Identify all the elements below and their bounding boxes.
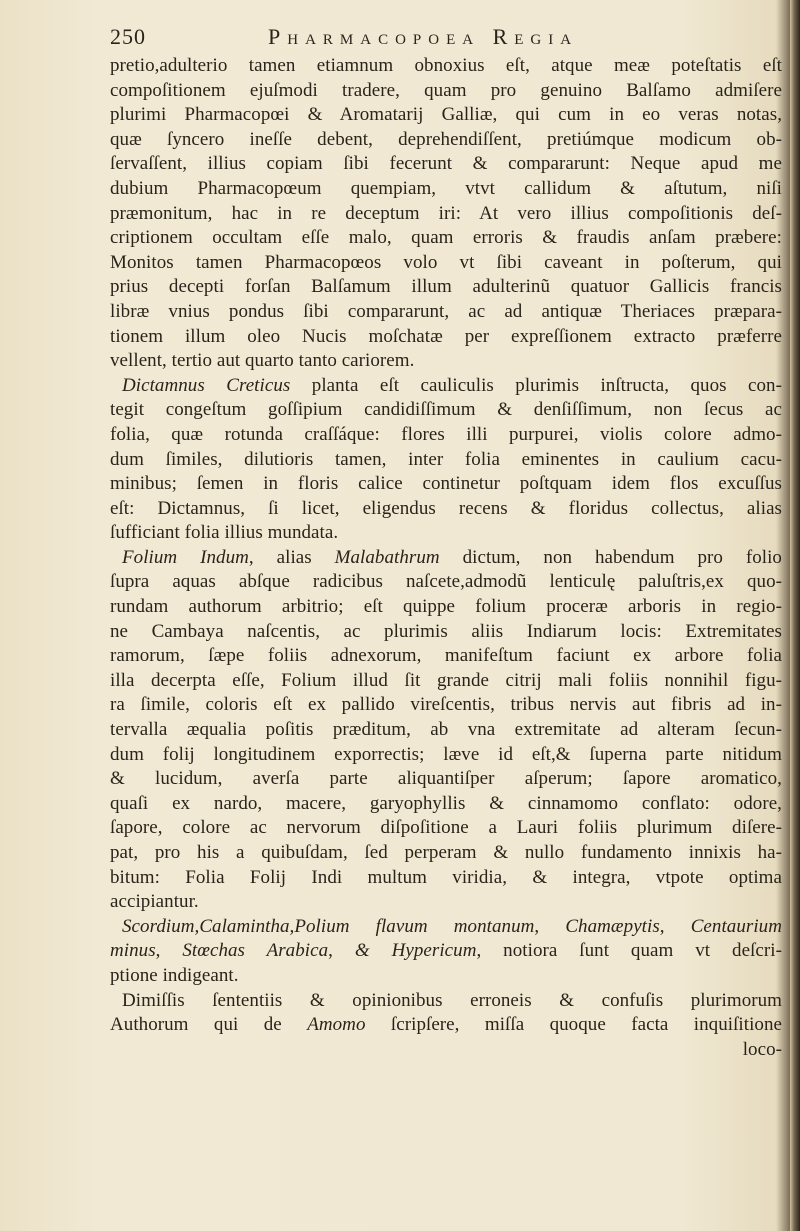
text-line: tegit congeſtum goſſipium candidiſſimum & denſiſſimum, non ſecus ac [110,399,782,421]
text-line: pat, pro his a quibuſdam, ſed perperam & nullo fundamento innixis ha- [110,842,782,863]
text-line: quæ ſyncero ineſſe debent, deprehendiſſent, pretiúmque modicum ob- [110,128,782,150]
text-line: Monitos tamen Pharmacopœos volo vt ſibi caveant in poſterum, qui [110,251,782,273]
text-line [110,915,782,940]
text-line: compoſitionem ejuſmodi tradere, quam pro genuino Balſamo admiſere [110,79,782,101]
text-segment: planta eſt cauliculis plurimis inſtructa, quos con- [290,374,782,396]
text-line: ramorum, ſæpe foliis adnexorum, manifeſtum faciunt ex arbore folia [110,645,782,667]
text-line: plurimi Pharmacopœi & Aromatarij Galliæ, qui cum in eo veras notas, [110,104,782,126]
text-line [110,1013,782,1038]
page-header [110,24,780,54]
text-segment: , [659,915,691,937]
text-line: ſapore, colore ac nervorum diſpoſitione a Lauri foliis plurimum diſere- [110,817,782,839]
text-line: ne Cambaya naſcentis, ac plurimis aliis Indiarum locis: Extremitates [110,620,782,642]
text-line [110,546,782,571]
text-line: illa decerpta eſſe, Folium illud ſit grande citrij mali foliis nonnihil figu- [110,669,782,691]
text-line: ſervaſſent, illius copiam ſibi fecerunt & compararunt: Neque apud me [110,153,782,175]
italic-term: minus [110,940,156,962]
text-segment: , [534,915,566,937]
italic-term: Chamæpytis [565,915,660,937]
text-line: quaſi ex nardo, macere, garyophyllis & cinnamomo conflato: odore, [110,792,782,814]
text-segment: dictum, non habendum pro folio [439,546,782,568]
text-segment: , [155,940,183,962]
text-line: ſupra aquas abſque radicibus naſcete,admodũ lenticulę paluſtris,ex quo- [110,571,782,593]
text-line: præmonitum, hac in re deceptum iri: At vero illius compoſitionis deſ- [110,202,782,224]
text-line: ra ſimile, coloris eſt ex pallido vireſcentis, tribus nervis aut fibris ad in- [110,694,782,716]
text-line: ſufficiant folia illius mundata. [110,522,339,544]
text-segment: , alias [248,546,335,568]
page-edge-shadow [790,0,800,1231]
text-line: bitum: Folia Folij Indi multum viridia, & integra, vtpote optima [110,866,782,888]
text-line: accipiantur. [110,891,199,913]
text-line: folia, quæ rotunda craſſáque: flores illi purpurei, violis colore admo- [110,423,782,445]
italic-term: Amomo [307,1014,366,1036]
text-line: & lucidum, averſa parte aliquantiſper aſperum; ſapore aromatico, [110,768,782,790]
text-line: minibus; ſemen in floris calice continetur poſtquam idem flos excuſſus [110,473,782,495]
italic-term: Dictamnus Creticus [122,374,291,396]
italic-term: Centaurium [690,915,782,937]
text-line: ptione indigeant. [110,964,239,986]
text-line: tionem illum oleo Nucis moſchatæ per expreſſionem extracto præferre [110,325,782,347]
text-line: pretio,adulterio tamen etiamnum obnoxius eſt, atque meæ poteſtatis eſt [110,55,782,76]
text-line: libræ vnius pondus ſibi compararunt, ac ad antiquæ Theriaces præpara- [110,300,782,322]
text-line: prius decepti forſan Balſamum illum adulterinũ quatuor Gallicis francis [110,276,782,298]
italic-term: Malabathrum [334,546,440,568]
text-line: tervalla æqualia poſitis præditum, ab vna extremitate ad alteram ſecun- [110,719,782,741]
text-line [110,939,782,964]
text-line: eſt: Dictamnus, ſi licet, eligendus recens & floridus collectus, alias [110,497,782,519]
text-segment: ſcripſere, miſſa quoque facta inquiſitione [365,1014,782,1036]
italic-term: Stœchas Arabica [182,940,329,962]
text-line: rundam authorum arbitrio; eſt quippe folium proceræ arboris in regio- [110,596,782,618]
italic-term: Folium Indum [122,546,249,568]
text-line: dum ſimiles, dilutioris tamen, inter folia eminentes in caulium cacu- [110,448,782,470]
italic-term: & Hypericum [354,940,477,962]
running-head: Pharmacopoea Regia [268,24,579,49]
text-segment: , [328,940,355,962]
italic-term: Scordium,Calamintha,Polium flavum montanum [122,915,535,937]
catchword: loco- [742,1038,782,1060]
text-segment: Authorum qui de [110,1014,308,1036]
text-line: dubium Pharmacopœum quempiam, vtvt callidum & aſtutum, niſi [110,177,782,199]
text-block [110,54,782,1062]
text-line: dum folij longitudinem exporrectis; læve id eſt,& ſuperna parte nitidum [110,743,782,765]
text-line [110,374,782,399]
text-line: criptionem occultam eſſe malo, quam erroris & fraudis anſam præbere: [110,227,782,249]
text-line: Dimiſſis ſententiis & opinionibus erroneis & confuſis plurimorum [122,989,782,1011]
text-segment: , notiora ſunt quam vt deſcri- [476,940,782,962]
text-line: vellent, tertio aut quarto tanto cariorem. [110,350,415,372]
page-number: 250 [110,24,146,49]
